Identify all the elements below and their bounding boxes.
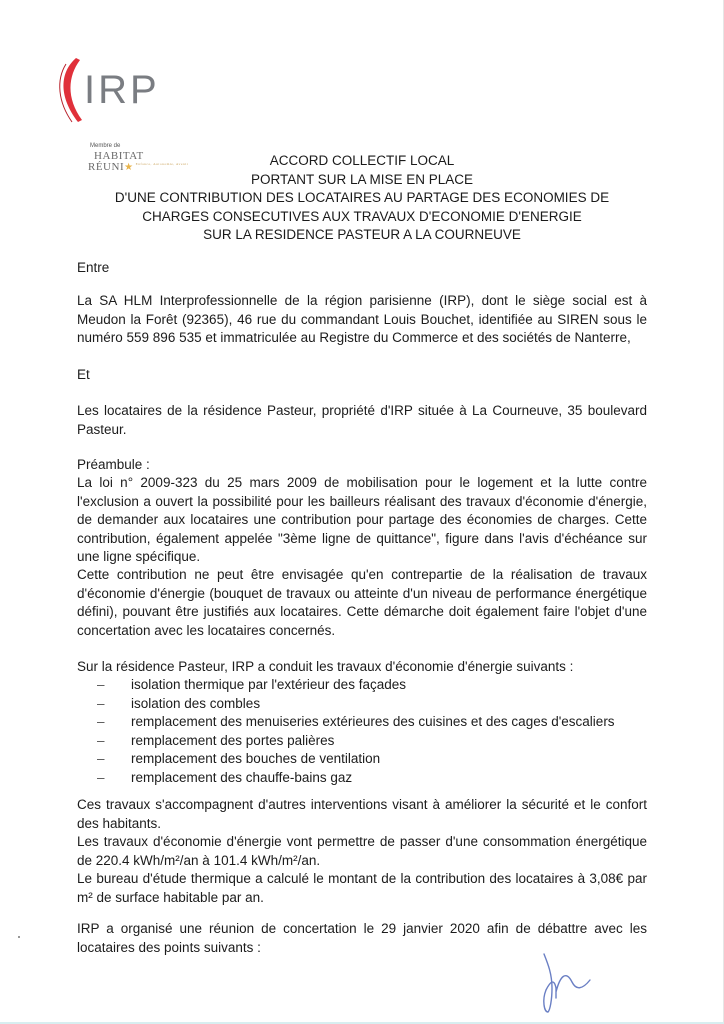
preamble-paragraph-2: Cette contribution ne peut être envisagée qu'en contrepartie de la réalisation de travaux d'économie d'énergie (bouquet de travaux ou atteinte d'un niveau de performance énergétique défini), pouvant être justifiés aux locataires. Cette démarche doit également faire l'objet d'une concertation avec les locataires concernés. xyxy=(77,567,647,638)
list-item: – remplacement des chauffe-bains gaz xyxy=(77,769,647,788)
entre-label: Entre xyxy=(77,260,110,275)
star-icon: ★ xyxy=(124,162,134,173)
preamble-heading: Préambule : xyxy=(77,457,150,472)
member-tagline: Enfance, Autonomie, Avenir xyxy=(135,162,189,166)
dash-bullet-icon: – xyxy=(97,714,105,730)
list-item: – remplacement des bouches de ventilation xyxy=(77,750,647,769)
title-line: D'UNE CONTRIBUTION DES LOCATAIRES AU PARTAGE DES ECONOMIES DE xyxy=(114,190,610,205)
works-intro: Sur la résidence Pasteur, IRP a conduit les travaux d'économie d'énergie suivants : xyxy=(77,659,574,674)
party-irp: La SA HLM Interprofessionnelle de la région parisienne (IRP), dont le siège social est à Meudon la Forêt (92365), 46 rue du commandant Louis Bouchet, identifiée au SIREN sous le numéro 559 896 535 et immatriculée au Registre du Commerce et des sociétés de Nanterre, xyxy=(77,293,647,345)
irp-logo xyxy=(56,56,176,126)
party-tenants: Les locataires de la résidence Pasteur, propriété d'IRP située à La Courneuve, 35 boulevard Pasteur. xyxy=(77,403,647,437)
irp-logo-text: IRP xyxy=(84,68,160,112)
signature-icon xyxy=(530,948,610,1018)
dash-bullet-icon: – xyxy=(97,677,105,692)
dash-bullet-icon: – xyxy=(97,769,105,785)
et-label: Et xyxy=(77,367,90,382)
reuni-text: RÉUNI xyxy=(88,161,125,173)
meeting-paragraph: IRP a organisé une réunion de concertation le 29 janvier 2020 afin de débattre avec les locataires des points suivants : xyxy=(77,921,647,955)
title-line: ACCORD COLLECTIF LOCAL xyxy=(269,153,455,168)
safety-comfort-paragraph: Ces travaux s'accompagnent d'autres interventions visant à améliorer la sécurité et le confort des habitants. xyxy=(77,797,647,831)
list-item: – isolation des combles xyxy=(77,695,647,714)
dash-bullet-icon: – xyxy=(97,695,105,711)
scan-speck xyxy=(18,936,20,938)
dash-bullet-icon: – xyxy=(97,732,105,748)
signature-initials xyxy=(530,948,610,1018)
contribution-amount-paragraph: Le bureau d'étude thermique a calculé le montant de la contribution des locataires à 3,08€ par m² de surface habitable par an. xyxy=(77,871,647,905)
dash-bullet-icon: – xyxy=(97,751,105,767)
works-list xyxy=(77,676,647,788)
title-line: SUR LA RESIDENCE PASTEUR A LA COURNEUVE xyxy=(203,227,521,242)
title-line: PORTANT SUR LA MISE EN PLACE xyxy=(250,171,474,187)
habitat-text: HABITAT xyxy=(94,150,144,162)
title-line: CHARGES CONSECUTIVES AUX TRAVAUX D'ECONOMIE D'ENERGIE xyxy=(142,208,582,224)
preamble-paragraph-1: La loi n° 2009-323 du 25 mars 2009 de mobilisation pour le logement et la lutte contre l'exclusion a ouvert la possibilité pour les bailleurs réalisant des travaux d'économie d'énergie, de demander aux locataires une contribution pour partage des économies de charges. Cette contribution, également appelée "3ème ligne de quittance", figure dans l'avis d'échéance sur une ligne spécifique. xyxy=(77,475,647,564)
list-item: – isolation thermique par l'extérieur des façades xyxy=(77,676,647,695)
list-item: – remplacement des portes palières xyxy=(77,732,647,751)
energy-consumption-paragraph: Les travaux d'économie d'énergie vont permettre de passer d'une consommation énergétique de 220.4 kWh/m²/an à 101.4 kWh/m²/an. xyxy=(77,834,647,868)
document-title xyxy=(0,152,724,245)
list-item: – remplacement des menuiseries extérieures des cuisines et des cages d'escaliers xyxy=(77,713,647,732)
member-label: Membre de xyxy=(90,143,121,149)
